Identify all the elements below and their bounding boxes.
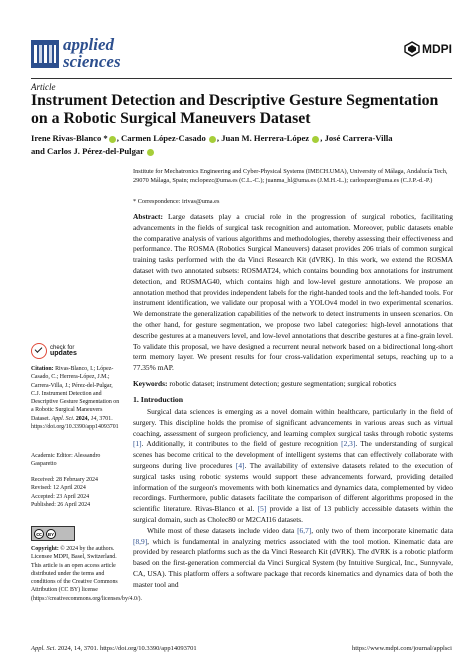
citation-doi[interactable]: 3701. https://doi.org/10.3390/app14093701 xyxy=(31,415,119,431)
publisher-name: MDPI xyxy=(422,42,452,56)
intro-paragraph-2 xyxy=(133,526,453,591)
keywords-text: robotic dataset; instrument detection; gesture segmentation; surgical robotics xyxy=(167,379,397,388)
intro-text: While most of these datasets include video data xyxy=(147,525,298,535)
citation-link[interactable]: [5] xyxy=(257,504,267,514)
citation-label: Citation: xyxy=(31,366,54,372)
date-accepted: Accepted: 23 April 2024 xyxy=(31,493,90,500)
check-for-updates-button[interactable] xyxy=(31,343,77,359)
citation-block xyxy=(31,365,121,431)
academic-editor: Academic Editor: Alessandro Gasparetto xyxy=(31,453,101,468)
orcid-icon[interactable] xyxy=(312,136,319,143)
keywords xyxy=(133,379,453,390)
correspondence: * Correspondence: irivas@uma.es xyxy=(133,198,220,205)
introduction-body xyxy=(133,407,453,591)
citation-text: Rivas-Blanco, I.; López-Casado, C.; Herrera-López, J.M.; Carrera-Villa, J.; Pérez-del-Pulgar, C.J. Instrument Detection and Descriptive Gesture Segmentation on a Robotic Surgical Maneuvers Dataset. xyxy=(31,366,120,422)
check-for-updates-label xyxy=(50,345,77,358)
intro-paragraph-1 xyxy=(133,407,453,526)
affiliation: Institute for Mechatronics Engineering and Cyber-Physical Systems (IMECH.UMA), University of Málaga, Andalucía Tech, 29070 Málaga, Spain; mclopezc@uma.es (C.L.-C.); juanma_hl@uma.es (J.M.H.-L.); carlospzer@uma.es (C.J.P.-d.-P.) xyxy=(133,168,448,184)
date-revised: Revised: 12 April 2024 xyxy=(31,485,86,492)
citation-link[interactable]: [1] xyxy=(133,439,142,449)
citation-year: 2024, xyxy=(74,415,90,422)
check-updates-icon xyxy=(31,343,47,359)
citation-link[interactable]: [2,3] xyxy=(341,439,356,449)
check-line2: updates xyxy=(50,350,77,357)
citation-link[interactable]: [6,7] xyxy=(297,525,312,535)
intro-text: provide a list of 13 publicly accessible datasets within the surgical domain, such as Cholec80 or M2CAI16 datasets. xyxy=(133,504,453,524)
intro-text: Surgical data sciences is emerging as a novel domain within healthcare, particularly in the field of surgery. This discipline holds the promise of significant advancements in various areas such as virtual coaching, assessment of surgeon proficiency, and learning complex surgical tasks through robotic systems xyxy=(133,407,453,438)
author-2: , Carmen López-Casado xyxy=(116,133,206,143)
copyright-label: Copyright: xyxy=(31,546,59,552)
by-symbol: BY xyxy=(46,529,56,539)
intro-text: , which is fundamental in analyzing metrics associated with the tool motion. Kinematic data are provided by research platforms such as the da Vinci Research Kit (dVRK). The dVRK is a robotic platform based on the first-generation commercial da Vinci Surgical System (by Intuitive Surgical, Inc., Sunnyvale, CA, USA). This platform offers a software package that records kinematics and dynamics data of both the master tool and xyxy=(133,536,453,589)
footer-doi[interactable]: 2024, 14, 3701. https://doi.org/10.3390/app14093701 xyxy=(56,645,197,652)
abstract xyxy=(133,212,453,374)
orcid-icon[interactable] xyxy=(109,136,116,143)
article-type: Article xyxy=(31,82,56,92)
author-1: Irene Rivas-Blanco * xyxy=(31,133,108,143)
date-received: Received: 28 February 2024 xyxy=(31,477,98,483)
section-heading-introduction: 1. Introduction xyxy=(133,395,184,404)
author-list xyxy=(31,132,461,158)
author-4: , José Carrera-Villa xyxy=(320,133,393,143)
journal-name-line1: applied xyxy=(63,35,114,54)
cc-by-icon[interactable] xyxy=(31,526,75,541)
mdpi-logo-icon xyxy=(404,41,420,57)
orcid-icon[interactable] xyxy=(147,149,154,156)
check-line1: check for xyxy=(50,344,75,351)
footer-journal-url[interactable]: https://www.mdpi.com/journal/applsci xyxy=(352,645,452,652)
copyright-notice xyxy=(31,545,142,603)
keywords-label: Keywords: xyxy=(133,379,168,388)
page-footer xyxy=(31,645,452,652)
author-5: and Carlos J. Pérez-del-Pulgar xyxy=(31,146,144,156)
intro-text: . The understanding of surgical scenes has become critical to the development of intelligent systems that can effectively collaborate with surgeons during live procedures xyxy=(133,439,453,470)
footer-citation xyxy=(31,645,197,652)
intro-text: , only two of them incorporate kinematic data xyxy=(311,525,454,535)
citation-link[interactable]: [8,9] xyxy=(133,536,148,546)
journal-name-line2: sciences xyxy=(63,52,121,71)
paper-title: Instrument Detection and Descriptive Gesture Segmentation on a Robotic Surgical Maneuvers Dataset xyxy=(31,92,439,127)
header-divider xyxy=(31,78,452,79)
footer-journal: Appl. Sci. xyxy=(31,645,57,652)
publisher-logo xyxy=(404,41,452,57)
author-3: , Juan M. Herrera-López xyxy=(216,133,310,143)
publication-dates xyxy=(31,476,121,509)
copyright-text: © 2024 by the authors. Licensee MDPI, Basel, Switzerland. This article is an open access article distributed under the terms and conditions of the Creative Commons Attribution (CC BY) license (https://creativecommons.org/licenses/by/4.0/). xyxy=(31,546,142,602)
citation-link[interactable]: [4] xyxy=(235,460,245,470)
citation-volume: 14, xyxy=(89,415,98,422)
journal-name xyxy=(63,36,121,70)
abstract-text: Large datasets play a crucial role in the progression of surgical robotics, facilitating advancements in the fields of surgical task recognition and automation. Moreover, public datasets enable the comparative analysis of various algorithms and methodologies, thereby assessing their effectiveness and performance. The ROSMA (Robotics Surgical Maneuvers) dataset provides 206 trials of common surgical training tasks performed with the da Vinci Research Kit (dVRK). In this work, we extend the ROSMA dataset with two annotated subsets: ROSMAT24, which contains bounding box annotations for instrument detection, and ROSMAG40, which contains high and low-level gesture annotations. We propose an annotation method that provides independent labels for the right-handed tools and the left-handed tools. For instrument identification, we validate our proposal with a YOLOv4 model in two experimental scenarios. We demonstrate the generalization capabilities of the network to detect instruments in unseen scenarios. On the other hand, for gesture segmentation, we propose two label categories: high-level annotations that describe gestures at a maneuvers level, and low-level annotations that describe gestures at a fine-grain level. To validate this proposal, we have designed a recurrent neural network based on a bidirectional long-short term memory layer. We present results for four cross-validation experimental setups, reaching up to a 77.35% mAP. xyxy=(133,212,453,373)
intro-text: . Additionally, it contributes to the field of gesture recognition xyxy=(141,439,342,449)
orcid-icon[interactable] xyxy=(209,136,216,143)
intro-text: . The availability of extensive datasets related to the execution of surgical tasks using robotic systems would support these advancements forward, providing detailed information of the surgeon's movements with both kinematics and dynamics data, complemented by video recordings. Furthermore, public datasets facilitate the comparison of different algorithms proposed in the scientific literature. Rivas-Blanco et al. xyxy=(133,460,453,514)
citation-journal: Appl. Sci. xyxy=(51,415,75,422)
cc-symbol: cc xyxy=(34,529,44,539)
date-published: Published: 26 April 2024 xyxy=(31,501,91,508)
abstract-label: Abstract: xyxy=(133,212,163,221)
applied-sciences-logo-icon xyxy=(31,40,59,68)
